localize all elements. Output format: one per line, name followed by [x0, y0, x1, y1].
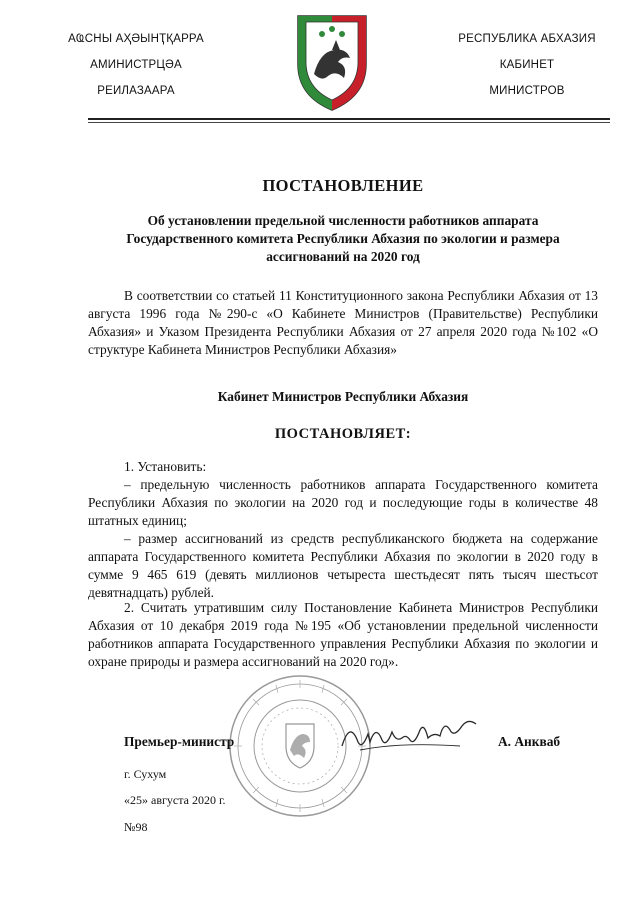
letterhead-left-line-1: АҨСНЫ АҲӘЫНҬҚАРРА: [68, 33, 204, 45]
letterhead-right-line-1: РЕСПУБЛИКА АБХАЗИЯ: [458, 33, 596, 45]
item-2-paragraph: 2. Считать утратившим силу Постановление Кабинета Министров Республики Абхазия от 10 декабря 2019 года №195 «Об установлении предельной численности работников аппарата Государственного управления Республики Абхазия по экологии и охране природы и размера ассигнований на 2020 год».: [88, 600, 598, 669]
letterhead-right-line-2: КАБИНЕТ: [499, 59, 555, 71]
date-of-issue: «25» августа 2020 г.: [124, 793, 226, 807]
letterhead-rule-thick: [88, 118, 610, 120]
item-1-clause-b: – размер ассигнований из средств республиканского бюджета на содержание аппарата Государственного комитета Республики Абхазия по экологии в 2020 году в сумме 9 465 619 (девять миллионов четыреста шестьдесят пять тысяч шестьсот девятнадцать) рублей.: [88, 531, 598, 600]
item-1-clause-a: – предельную численность работников аппарата Государственного комитета Республики Абхазия по экологии на 2020 год и последующие годы в количестве 48 штатных единиц;: [88, 477, 598, 528]
subject-line-2: Государственного комитета Республики Абхазия по экологии и размера: [126, 231, 560, 246]
letterhead-rule-thin: [88, 122, 610, 123]
handwritten-signature: [340, 712, 480, 756]
preamble-paragraph: В соответствии со статьей 11 Конституционного закона Республики Абхазия от 13 августа 1996 года №290-с «О Кабинете Министров (Правительстве) Республики Абхазия» и Указом Президента Республики Абхазия от 27 апреля 2020 года №102 «О структуре Кабинета Министров Республики Абхазия»: [88, 288, 598, 357]
letterhead-left-line-3: РЕИЛАЗААРА: [97, 85, 175, 97]
place-of-issue: г. Сухум: [124, 767, 167, 781]
subject-line-3: ассигнований на 2020 год: [266, 249, 420, 264]
document-number: №98: [124, 820, 148, 834]
item-1-heading: 1. Установить:: [124, 459, 207, 474]
letterhead-right-line-3: МИНИСТРОВ: [489, 85, 565, 97]
signatory-name: А. Анкваб: [498, 734, 561, 749]
resolves-heading: ПОСТАНОВЛЯЕТ:: [274, 426, 412, 442]
signatory-position: Премьер-министр: [124, 734, 235, 749]
coat-of-arms-emblem: [292, 12, 372, 112]
letterhead-left-line-2: АМИНИСТРЦӘА: [90, 59, 182, 71]
issuer-heading: Кабинет Министров Республики Абхазия: [217, 389, 469, 404]
document-type-title: ПОСТАНОВЛЕНИЕ: [262, 176, 424, 195]
document-subject: [80, 212, 606, 266]
subject-line-1: Об установлении предельной численности работников аппарата: [147, 213, 539, 228]
